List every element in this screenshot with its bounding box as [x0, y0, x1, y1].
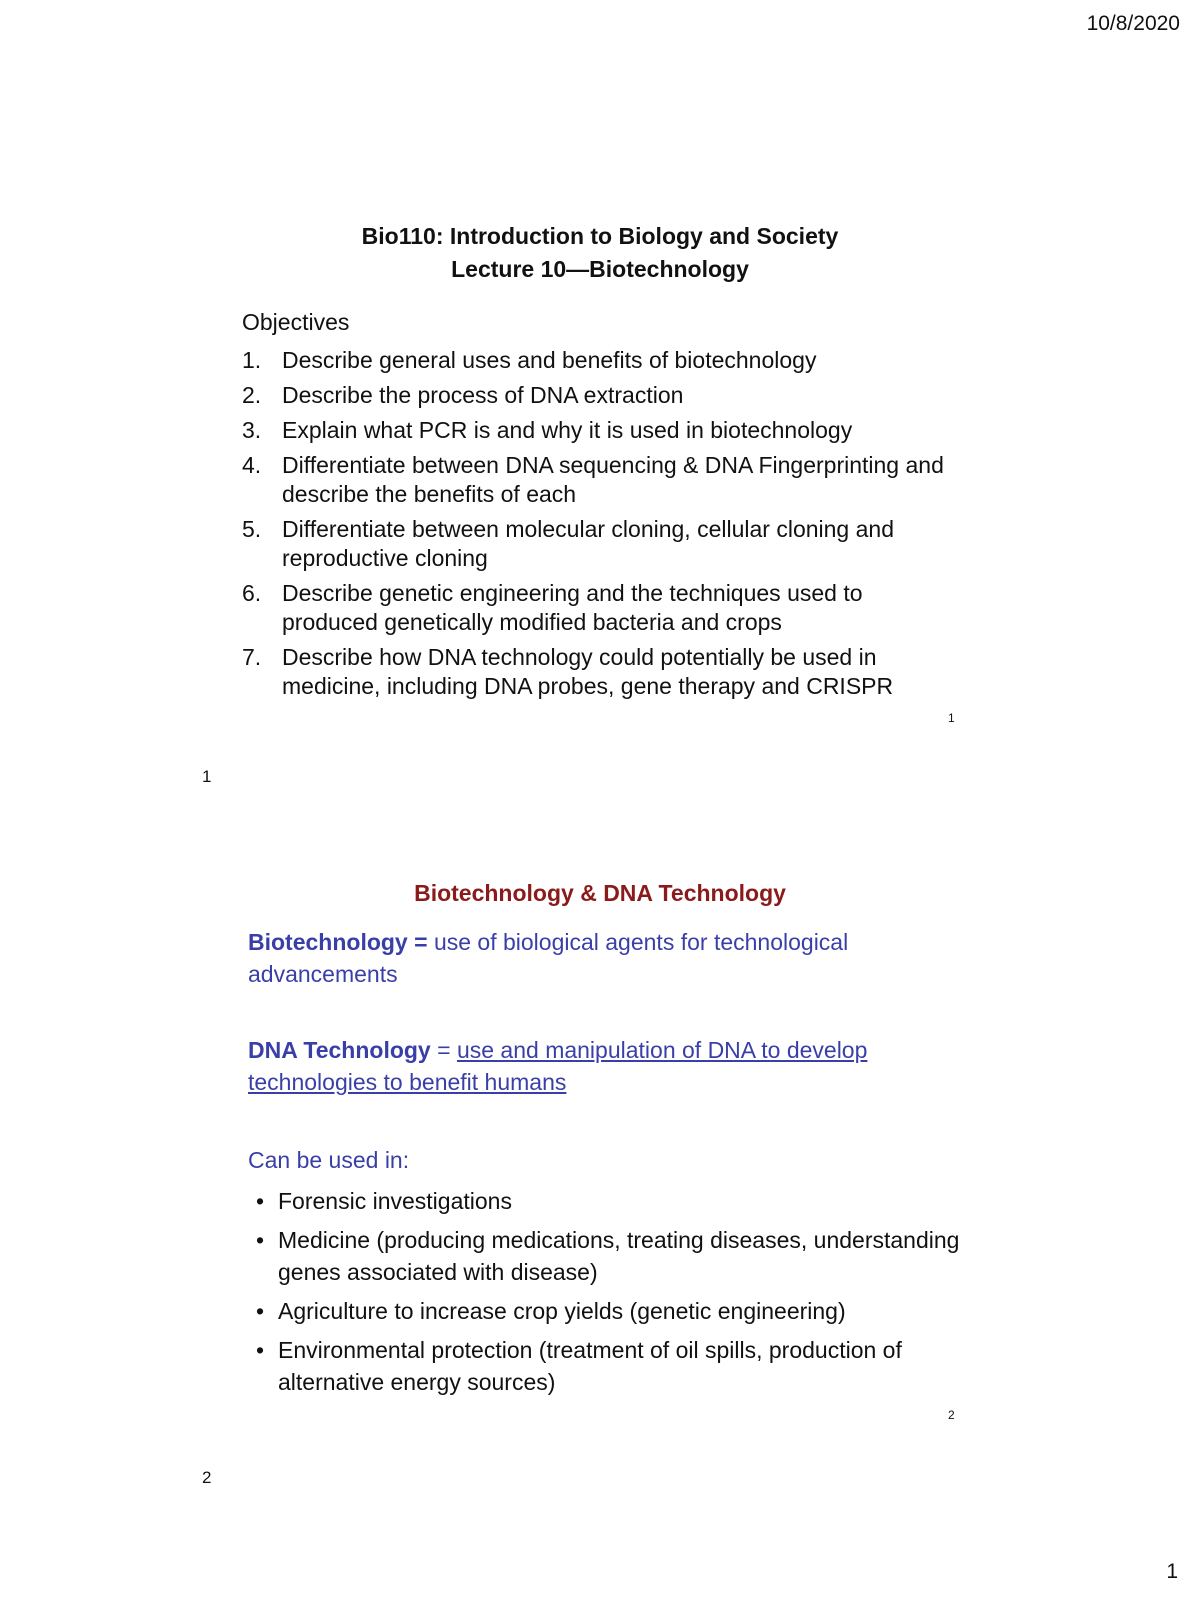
use-text: Medicine (producing medications, treating diseases, understanding genes associated with disease)	[278, 1227, 960, 1285]
objective-item	[242, 381, 962, 410]
biotechnology-definition	[248, 926, 968, 990]
slide1-title	[0, 220, 1200, 286]
objectives-list	[242, 346, 962, 707]
objectives-heading: Objectives	[242, 309, 350, 335]
page-date: 10/8/2020	[1086, 12, 1180, 35]
objective-item	[242, 579, 962, 637]
objective-text: Differentiate between molecular cloning, cellular cloning and reproductive cloning	[282, 516, 894, 571]
biotechnology-definition-text: use of biological agents for technological advancements	[248, 929, 849, 987]
objective-item	[242, 451, 962, 509]
use-item	[256, 1224, 976, 1288]
objective-text: Describe genetic engineering and the techniques used to produced genetically modified bacteria and crops	[282, 580, 863, 635]
objective-number: 2.	[242, 382, 262, 408]
objective-number: 6.	[242, 580, 262, 606]
use-item	[256, 1185, 976, 1217]
objective-item	[242, 416, 962, 445]
equals-sign: =	[430, 1037, 457, 1063]
objective-item	[242, 643, 962, 701]
objective-text: Describe the process of DNA extraction	[282, 382, 684, 408]
slide1-number: 1	[948, 711, 955, 725]
use-text: Environmental protection (treatment of oil spills, production of alternative energy sources)	[278, 1337, 902, 1395]
bullet-icon: •	[256, 1188, 265, 1214]
slide1-outer-number: 1	[202, 767, 212, 786]
slide1-title-line2: Lecture 10—Biotechnology	[451, 256, 749, 282]
bullet-icon: •	[256, 1298, 265, 1324]
slide2-number: 2	[948, 1408, 955, 1422]
objective-item	[242, 346, 962, 375]
objective-number: 1.	[242, 347, 262, 373]
objective-text: Describe general uses and benefits of biotechnology	[282, 347, 817, 373]
objective-text: Describe how DNA technology could potentially be used in medicine, including DNA probes, gene therapy and CRISPR	[282, 644, 894, 699]
dna-technology-term: DNA Technology	[248, 1037, 431, 1063]
uses-list	[256, 1185, 976, 1405]
page-number: 1	[1166, 1560, 1178, 1583]
slide1-title-line1: Bio110: Introduction to Biology and Society	[361, 223, 839, 249]
biotechnology-term: Biotechnology =	[248, 929, 434, 955]
objective-number: 7.	[242, 644, 262, 670]
objective-text: Differentiate between DNA sequencing & DNA Fingerprinting and describe the benefits of each	[282, 452, 944, 507]
objective-number: 3.	[242, 417, 262, 443]
use-text: Forensic investigations	[278, 1188, 512, 1214]
objective-text: Explain what PCR is and why it is used in biotechnology	[282, 417, 853, 443]
dna-technology-definition-text: use and manipulation of DNA to develop technologies to benefit humans	[248, 1037, 868, 1095]
slide2-title: Biotechnology & DNA Technology	[414, 880, 786, 906]
use-item	[256, 1334, 976, 1398]
dna-technology-definition	[248, 1034, 968, 1098]
bullet-icon: •	[256, 1337, 265, 1363]
bullet-icon: •	[256, 1227, 265, 1253]
use-text: Agriculture to increase crop yields (genetic engineering)	[278, 1298, 846, 1324]
use-item	[256, 1295, 976, 1327]
objective-item	[242, 515, 962, 573]
used-in-heading: Can be used in:	[248, 1147, 410, 1173]
objective-number: 5.	[242, 516, 262, 542]
slide2-outer-number: 2	[202, 1468, 212, 1487]
objective-number: 4.	[242, 452, 262, 478]
